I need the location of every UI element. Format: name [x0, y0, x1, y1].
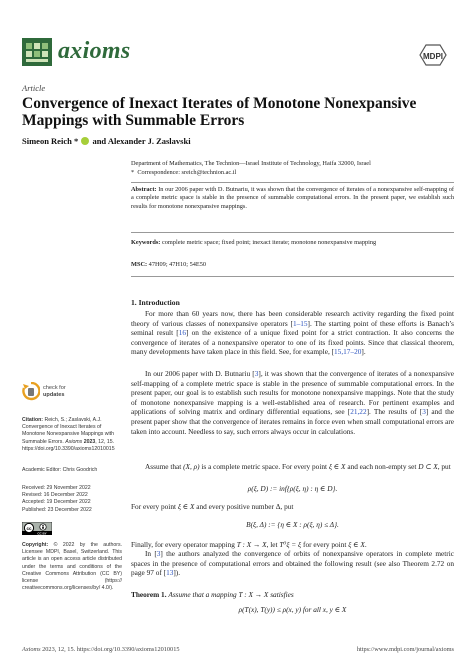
- journal-name[interactable]: axioms: [58, 38, 131, 64]
- text: , let: [266, 540, 280, 549]
- equation: ρ(T(x), T(y)) ≤ ρ(x, y) for all x, y ∈ X: [238, 605, 347, 614]
- published-date: Published: 23 December 2022: [22, 506, 92, 513]
- cc-by-license-icon[interactable]: [22, 522, 52, 535]
- text: ]. The results of [: [366, 407, 423, 417]
- paragraph: [131, 502, 454, 512]
- footer-citation[interactable]: [22, 646, 180, 653]
- check-for-updates-button[interactable]: [22, 382, 102, 404]
- text: In our 2006 paper with D. Butnariu [: [145, 369, 255, 378]
- citation-link[interactable]: 16: [178, 328, 187, 338]
- divider: [131, 232, 454, 233]
- paragraph: [131, 462, 454, 472]
- correspondence-marker: *: [131, 169, 135, 176]
- theorem-label: Theorem 1.: [131, 590, 167, 599]
- affiliation: Department of Mathematics, The Technion—Israel Institute of Technology, Haifa 32000, Israel: [131, 160, 371, 167]
- math: T : X → X: [238, 590, 269, 599]
- footer-doi: 2023, 12, 15. https://doi.org/10.3390/axioms12010015: [40, 646, 180, 653]
- citation-link[interactable]: 21,22: [350, 407, 367, 417]
- copyright-label: Copyright:: [22, 542, 49, 548]
- math: (X, ρ): [183, 462, 200, 471]
- publisher-name: MDPI: [423, 52, 443, 61]
- text: .: [364, 540, 367, 549]
- math: T : X → X: [236, 540, 267, 549]
- author-name[interactable]: Alexander J. Zaslavski: [107, 136, 191, 146]
- footer-journal-link[interactable]: https://www.mdpi.com/journal/axioms: [356, 646, 454, 653]
- text: , put: [437, 462, 451, 471]
- abstract-label: Abstract:: [131, 186, 157, 193]
- msc-codes: [131, 261, 454, 269]
- citation-link[interactable]: 3: [156, 549, 161, 558]
- text: Assume that: [145, 462, 184, 471]
- equation: B(ξ, Δ) := {η ∈ X : ρ(ξ, η) ≤ Δ}.: [246, 520, 339, 529]
- math: ξ ∈ X: [177, 502, 195, 511]
- accepted-date: Accepted: 19 December 2022: [22, 499, 91, 506]
- citation-link[interactable]: 3: [422, 407, 426, 417]
- text: ]).: [173, 568, 181, 578]
- copyright-notice: [22, 542, 122, 592]
- section-heading: 1. Introduction: [131, 298, 180, 307]
- citation-text: Reich, S.; Zaslavski, A.J. Convergence of Inexact Iterates of Monotone Nonexpansive Mappings with Summable Errors.: [22, 417, 114, 445]
- correspondence-email[interactable]: Correspondence: sreich@technion.ac.il: [137, 169, 237, 176]
- article-title: Convergence of Inexact Iterates of Monotone Nonexpansive Mappings with Summable Errors: [22, 95, 417, 129]
- citation-link[interactable]: 3: [254, 369, 259, 378]
- cc-label: CC BY: [37, 531, 47, 535]
- text: is a complete metric space. For every point: [199, 462, 329, 471]
- revised-date: Revised: 16 December 2022: [22, 492, 88, 499]
- keywords-label: Keywords:: [131, 239, 161, 246]
- check-updates-label: [43, 385, 66, 398]
- msc-label: MSC:: [131, 261, 148, 268]
- math: D ⊂ X: [418, 462, 438, 471]
- text: and each non-empty set: [345, 462, 419, 471]
- divider: [131, 182, 454, 183]
- text: For every point: [131, 502, 178, 511]
- theorem: [131, 590, 454, 600]
- text: Finally, for every operator mapping: [131, 540, 237, 549]
- footer-journal: Axioms: [22, 646, 41, 653]
- text: ], it was shown that the convergence of iterates of a nonexpansive self-mapping of a complete metric space is stable in the presence of summable computational errors. In the present paper, our goal is to establish such results for monotone nonexpansive mappings. Note that the study of monotone nonexpansive mapping is a well-established area of research. For pertinent examples and applications of solving matrix and ordinary differential equations, see [: [131, 369, 455, 417]
- author-name[interactable]: Simeon Reich *: [22, 136, 79, 146]
- citation-link[interactable]: 1–15: [292, 318, 308, 328]
- keywords-text: complete metric space; fixed point; inexact iterate; monotone nonexpansive mapping: [161, 239, 377, 246]
- text: satisfies: [268, 590, 294, 599]
- text: check for: [43, 385, 66, 391]
- divider: [131, 276, 454, 277]
- equation: ρ(ξ, D) := inf{ρ(ξ, η) : η ∈ D}.: [247, 484, 338, 493]
- paragraph: [131, 309, 454, 357]
- publisher-logo[interactable]: [416, 44, 450, 66]
- text: Assume that a mapping: [168, 590, 239, 599]
- publication-dates: [22, 485, 122, 514]
- svg-text:cc: cc: [26, 525, 32, 531]
- text: ] and the present paper show that the convergence of iterates remains in force even when small computational errors are taken into account. Needless to say, such errors always occur in calculations.: [131, 407, 454, 436]
- citation-year: 2023: [83, 438, 96, 445]
- text: and every positive number Δ, put: [194, 502, 294, 511]
- math: ξ ∈ X: [328, 462, 346, 471]
- paragraph: [131, 549, 454, 578]
- abstract: [131, 186, 454, 211]
- citation-link[interactable]: 13: [166, 568, 174, 578]
- author-list: [22, 136, 191, 146]
- text: updates: [43, 391, 65, 398]
- citation-doi[interactable]: , 12, 15. https://doi.org/10.3390/axioms12010015: [22, 438, 115, 452]
- check-updates-icon: [22, 382, 40, 402]
- text: In [: [145, 549, 157, 558]
- received-date: Received: 29 November 2022: [22, 485, 91, 491]
- citation-journal: Axioms: [65, 438, 83, 445]
- orcid-icon[interactable]: [81, 137, 89, 145]
- math: T⁰ξ = ξ: [279, 540, 302, 549]
- academic-editor: Academic Editor: Chris Goodrich: [22, 467, 98, 473]
- text: ] on the existence of a unique fixed point for a strict contraction. It also concerns the convergence of iterates of a nonexpansive operator to one of its fixed points. Since that classical theorem, many developments have taken place in this field. See, for example, [: [131, 328, 454, 357]
- text: ]. The starting point of these efforts is Banach’s seminal result [: [131, 318, 455, 338]
- msc-text: 47H09; 47H10; 54E50: [148, 261, 207, 268]
- text: ] the authors analyzed the convergence of orbits of nonexpansive operators in complete metric spaces in the presence of computational errors and obtained the following result (see also Theorem 2.72 on page 97 of [: [131, 549, 454, 578]
- citation-label: Citation:: [22, 417, 44, 423]
- article-type: Article: [22, 83, 46, 93]
- text: For more than 60 years now, there has been considerable research activity regarding the fixed point theory of various classes of nonexpansive operators [: [131, 309, 454, 328]
- paragraph: [131, 369, 454, 436]
- text: for every point: [301, 540, 349, 549]
- author-separator: and: [90, 136, 108, 146]
- citation-link[interactable]: 15,17–20: [334, 347, 362, 357]
- math: ξ ∈ X: [348, 540, 365, 549]
- text: ].: [361, 347, 366, 357]
- keywords: [131, 239, 454, 247]
- correspondence: [131, 169, 454, 177]
- journal-logo-icon: [22, 38, 52, 66]
- abstract-text: In our 2006 paper with D. Butnariu, it was shown that the convergence of iterates of a nonexpansive self-mapping of a complete metric space is stable in the presence of summable computational errors. In the present paper, we establish such results for monotone nonexpansive mappings.: [131, 186, 455, 210]
- citation-block: [22, 417, 122, 453]
- copyright-text: © 2022 by the authors. Licensee MDPI, Basel, Switzerland. This article is an open access article distributed under the terms and conditions of the Creative Commons Attribution (CC BY) license (https:// creativecommons.org/licenses/by/ 4.0/).: [22, 542, 123, 592]
